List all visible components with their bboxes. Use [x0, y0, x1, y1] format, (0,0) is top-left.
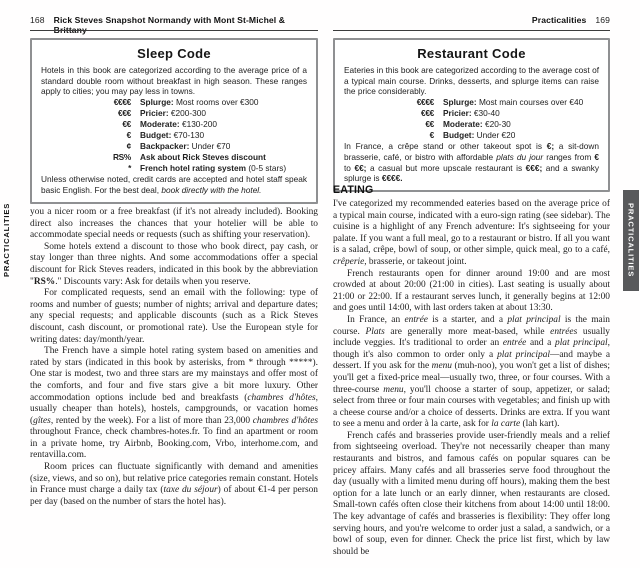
price-symbol: €€€€: [113, 97, 131, 108]
running-title-left: Rick Steves Snapshot Normandy with Mont St-Michel & Brittany: [53, 15, 286, 35]
sleep-code-row: [41, 97, 307, 108]
sleep-code-box: [30, 38, 318, 204]
price-symbol: *: [128, 163, 131, 174]
page-left: [30, 0, 318, 568]
header-rule-left: [30, 30, 318, 31]
price-label: French hotel rating system (0-5 stars): [140, 163, 287, 174]
sleep-code-row: [41, 119, 307, 130]
paragraph: For complicated requests, send an email with the following: type of rooms and number of guests; number of nights; arrival and departure dates; any special requests; and applicable discounts (such as a Rick Steves discount, cash discount, or promotional rate). Use the European style for writing dates: day/month/year.: [30, 288, 318, 345]
restaurant-code-box: [333, 38, 610, 192]
page-right: [333, 0, 610, 568]
price-symbol: €€€: [421, 108, 434, 119]
page-number-right: 169: [595, 15, 610, 25]
paragraph: The French have a simple hotel rating system based on amenities and rated by stars (indicated in this book by asterisks, from * through *****). One star is modest, two and three stars are my mainstays and offer most of the comforts, and four and five stars give a bit more luxury. Other accommodation options include bed and breakfasts (chambres d'hôtes, usually cheaper than hotels), hostels, campgrounds, or vacation homes (gîtes, rented by the week). For a list of more than 23,000 chambres d'hôtes throughout France, check chambres-hotes.fr. To find an apartment or room in a private home, try Airbnb, Booking.com, Vrbo, interhome.com, and rentavilla.com.: [30, 346, 318, 461]
page-number-left: 168: [30, 15, 45, 25]
restaurant-code-row: [344, 108, 599, 119]
sleep-code-row: [41, 108, 307, 119]
paragraph: I've categorized my recommended eateries based on the average price of a typical main course, indicated with a euro-sign rating (see sidebar). The cuisine is a highlight of any French adventure: It's sightseeing for your palate. If you want a full meal, go to a restaurant or bistro. If all you want is a salad, crêpe, bowl of soup, or other simple, quick meal, go to a café, crêperie, brasserie, or takeout joint.: [333, 199, 610, 267]
price-symbol: €€: [122, 119, 131, 130]
practicalities-tab-right: PRACTICALITIES: [623, 190, 639, 291]
price-label: Moderate: €130-200: [140, 119, 218, 130]
sleep-code-row: [41, 152, 307, 163]
sleep-code-intro: Hotels in this book are categorized according to the average price of a standard double room without breakfast in high season. These ranges apply to cities; you may pay less in towns.: [41, 65, 307, 97]
price-label: Moderate: €20-30: [443, 119, 511, 130]
restaurant-code-footer: In France, a crêpe stand or other takeout spot is €; a sit-down brasserie, café, or bistro with affordable plats du jour ranges from € to €€; a casual but more upscale restaurant is €€€; and a swanky splurge is €€€€.: [344, 141, 599, 184]
practicalities-tab-left: PRACTICALITIES: [2, 202, 11, 278]
restaurant-code-row: [344, 97, 599, 108]
price-label: Backpacker: Under €70: [140, 141, 231, 152]
paragraph: Room prices can fluctuate significantly with demand and amenities (size, views, and so on), but relative price categories remain constant. Hotels in France must charge a daily tax (taxe du séjour) of about €1-4 per person per day (based on the number of stars the hotel has).: [30, 462, 318, 507]
sleep-code-footer: Unless otherwise noted, credit cards are accepted and hotel staff speak basic English. For the best deal, book directly with the hotel.: [41, 174, 307, 195]
restaurant-code-intro: Eateries in this book are categorized according to the average cost of a typical main course. Drinks, desserts, and splurge items can raise the price considerably.: [344, 65, 599, 97]
paragraph: you a nicer room or a free breakfast (if it's not already included). Booking direct also increases the chances that your hotelier will be able to accommodate special needs or requests (such as shifting your reservation).: [30, 207, 318, 241]
price-symbol: RS%: [112, 152, 131, 163]
header-rule-right: [333, 30, 610, 31]
price-label: Splurge: Most main courses over €40: [443, 97, 584, 108]
eating-heading: EATING: [333, 184, 374, 196]
restaurant-code-title: Restaurant Code: [417, 46, 526, 61]
price-label: Splurge: Most rooms over €300: [140, 97, 259, 108]
body-text-left: [30, 207, 318, 568]
paragraph: French restaurants open for dinner around 19:00 and are most crowded at about 20:00 (21:00 in cities). Last seating is usually about 21:00 or 22:00. If a restaurant serves lunch, it generally begins at 12:00 and goes until 14:00, with last orders taken at about 13:30.: [333, 268, 610, 314]
sleep-code-row: [41, 130, 307, 141]
restaurant-code-row: [344, 130, 599, 141]
sleep-code-title: Sleep Code: [137, 46, 211, 61]
price-label: Ask about Rick Steves discount: [140, 152, 266, 163]
price-symbol: €: [429, 130, 434, 141]
page-header-left: [30, 15, 318, 35]
paragraph: French cafés and brasseries provide user-friendly meals and a relief from sightseeing overload. They're not necessarily cheaper than many restaurants and bistros, and famous cafés on popular squares can be pricey affairs. Many cafés and all brasseries serve food throughout the day (usually with a limited menu during off hours), making them the best option for a late lunch or an early dinner, when restaurants are closed. Small-town cafés often close their kitchens from about 14:00 until 18:00. The key advantage of cafés and brasseries is flexibility: They offer long serving hours, and you're welcome to order just a salad, a sandwich, or a bowl of soup, even for dinner. Check the price list first, which by law should be: [333, 430, 610, 557]
price-label: Pricier: €200-300: [140, 108, 206, 119]
sleep-code-row: [41, 141, 307, 152]
price-label: Pricier: €30-40: [443, 108, 500, 119]
price-label: Budget: Under €20: [443, 130, 516, 141]
price-symbol: €: [126, 130, 131, 141]
price-symbol: ¢: [126, 141, 131, 152]
sleep-code-row: [41, 163, 307, 174]
restaurant-code-row: [344, 119, 599, 130]
paragraph: In France, an entrée is a starter, and a plat principal is the main course. Plats are generally more meat-based, while entrées usually include veggies. It's traditional to order an entrée and a plat principal, though it's also common to order only a plat principal—and maybe a dessert. If you ask for the menu (muh-noo), you won't get a list of dishes; you'll get a fixed-price meal—usually two, three, or four courses. With a three-course menu, you'll choose a starter of soup, appetizer, or salad; select from three or four main courses with vegetables; and finish up with a cheese course and/or a choice of desserts. Drinks are extra. If you want to see a menu and order à la carte, ask for la carte (lah kart).: [333, 314, 610, 430]
price-label: Budget: €70-130: [140, 130, 205, 141]
running-title-right: Practicalities: [531, 15, 587, 25]
body-text-right: [333, 199, 610, 568]
price-symbol: €€€: [118, 108, 131, 119]
paragraph: Some hotels extend a discount to those who book direct, pay cash, or stay longer than three nights. And some accommodations offer a special discount for Rick Steves readers, indicated in this book by the abbreviation "RS%." Discounts vary: Ask for details when you reserve.: [30, 241, 318, 287]
page-header-right: [333, 15, 610, 25]
price-symbol: €€: [425, 119, 434, 130]
price-symbol: €€€€: [416, 97, 434, 108]
